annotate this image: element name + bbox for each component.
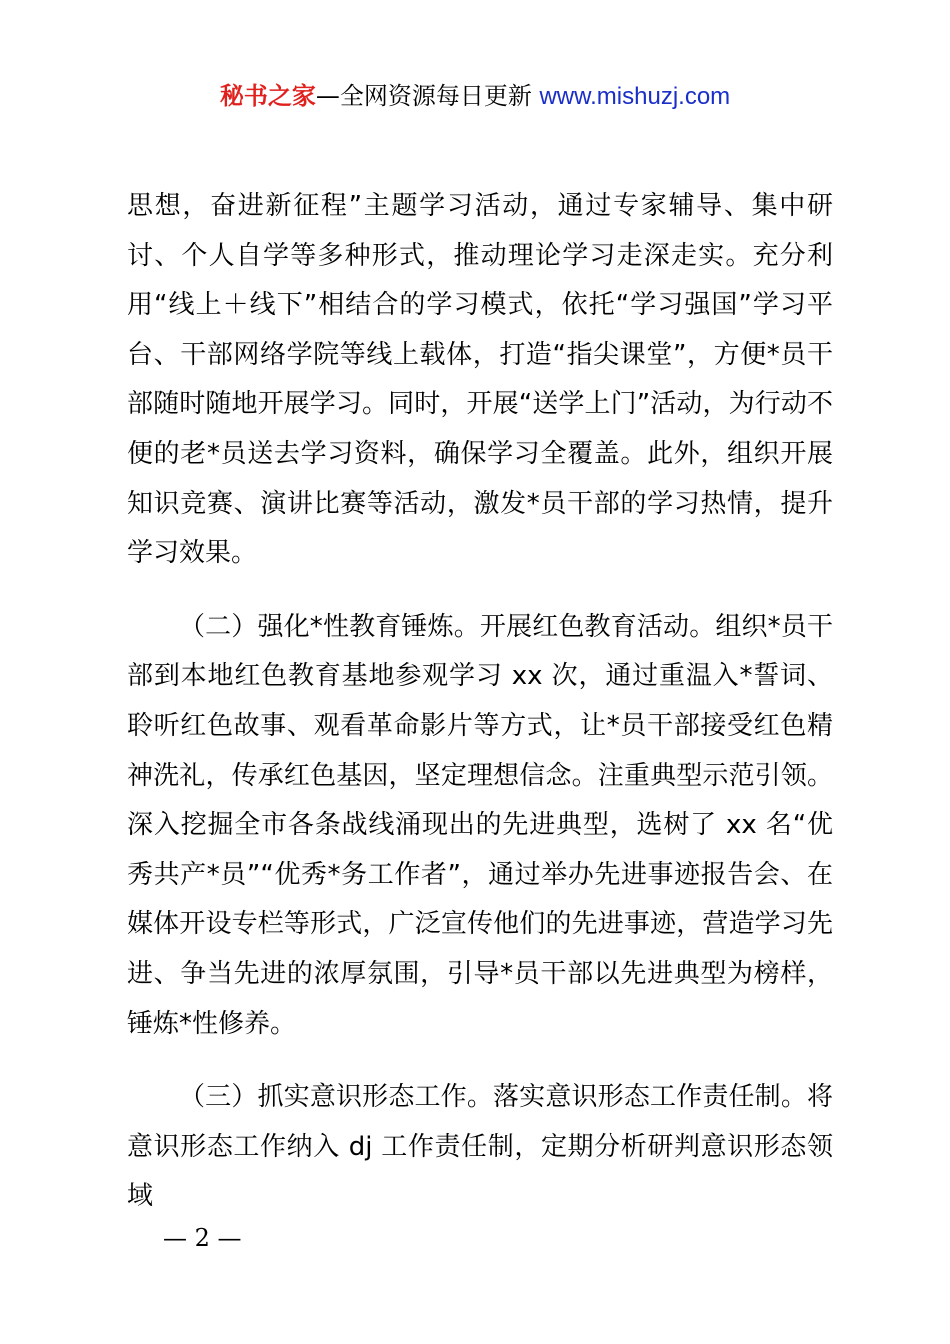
site-header xyxy=(0,78,950,115)
paragraph-section-3: （三）抓实意识形态工作。落实意识形态工作责任制。将意识形态工作纳入 dj 工作责任制，定期分析研判意识形态领域 xyxy=(127,1082,833,1212)
site-brand: 秘书之家 xyxy=(219,82,316,110)
site-url-link[interactable]: www.mishuzj.com xyxy=(539,83,731,110)
site-tagline: —全网资源每日更新 xyxy=(315,82,540,110)
document-body xyxy=(127,182,833,1222)
paragraph-section-2: （二）强化*性教育锤炼。开展红色教育活动。组织*员干部到本地红色教育基地参观学习 xx 次，通过重温入*誓词、聆听红色故事、观看革命影片等方式，让*员干部接受红色精神洗礼，传承红色基因，坚定理想信念。注重典型示范引领。深入挖掘全市各条战线涌现出的先进典型，选树了 xx 名“优秀共产*员”“优秀*务工作者”，通过举办先进事迹报告会、在媒体开设专栏等形式，广泛宣传他们的先进事迹，营造学习先进、争当先进的浓厚氛围，引导*员干部以先进典型为榜样，锤炼*性修养。 xyxy=(127,611,833,1039)
page-number: — 2 — xyxy=(163,1224,242,1252)
paragraph-continuation: 思想，奋进新征程”主题学习活动，通过专家辅导、集中研讨、个人自学等多种形式，推动理论学习走深走实。充分利用“线上＋线下”相结合的学习模式，依托“学习强国”学习平台、干部网络学院等线上载体，打造“指尖课堂”，方便*员干部随时随地开展学习。同时，开展“送学上门”活动，为行动不便的老*员送去学习资料，确保学习全覆盖。此外，组织开展知识竞赛、演讲比赛等活动，激发*员干部的学习热情，提升学习效果。 xyxy=(127,191,833,569)
